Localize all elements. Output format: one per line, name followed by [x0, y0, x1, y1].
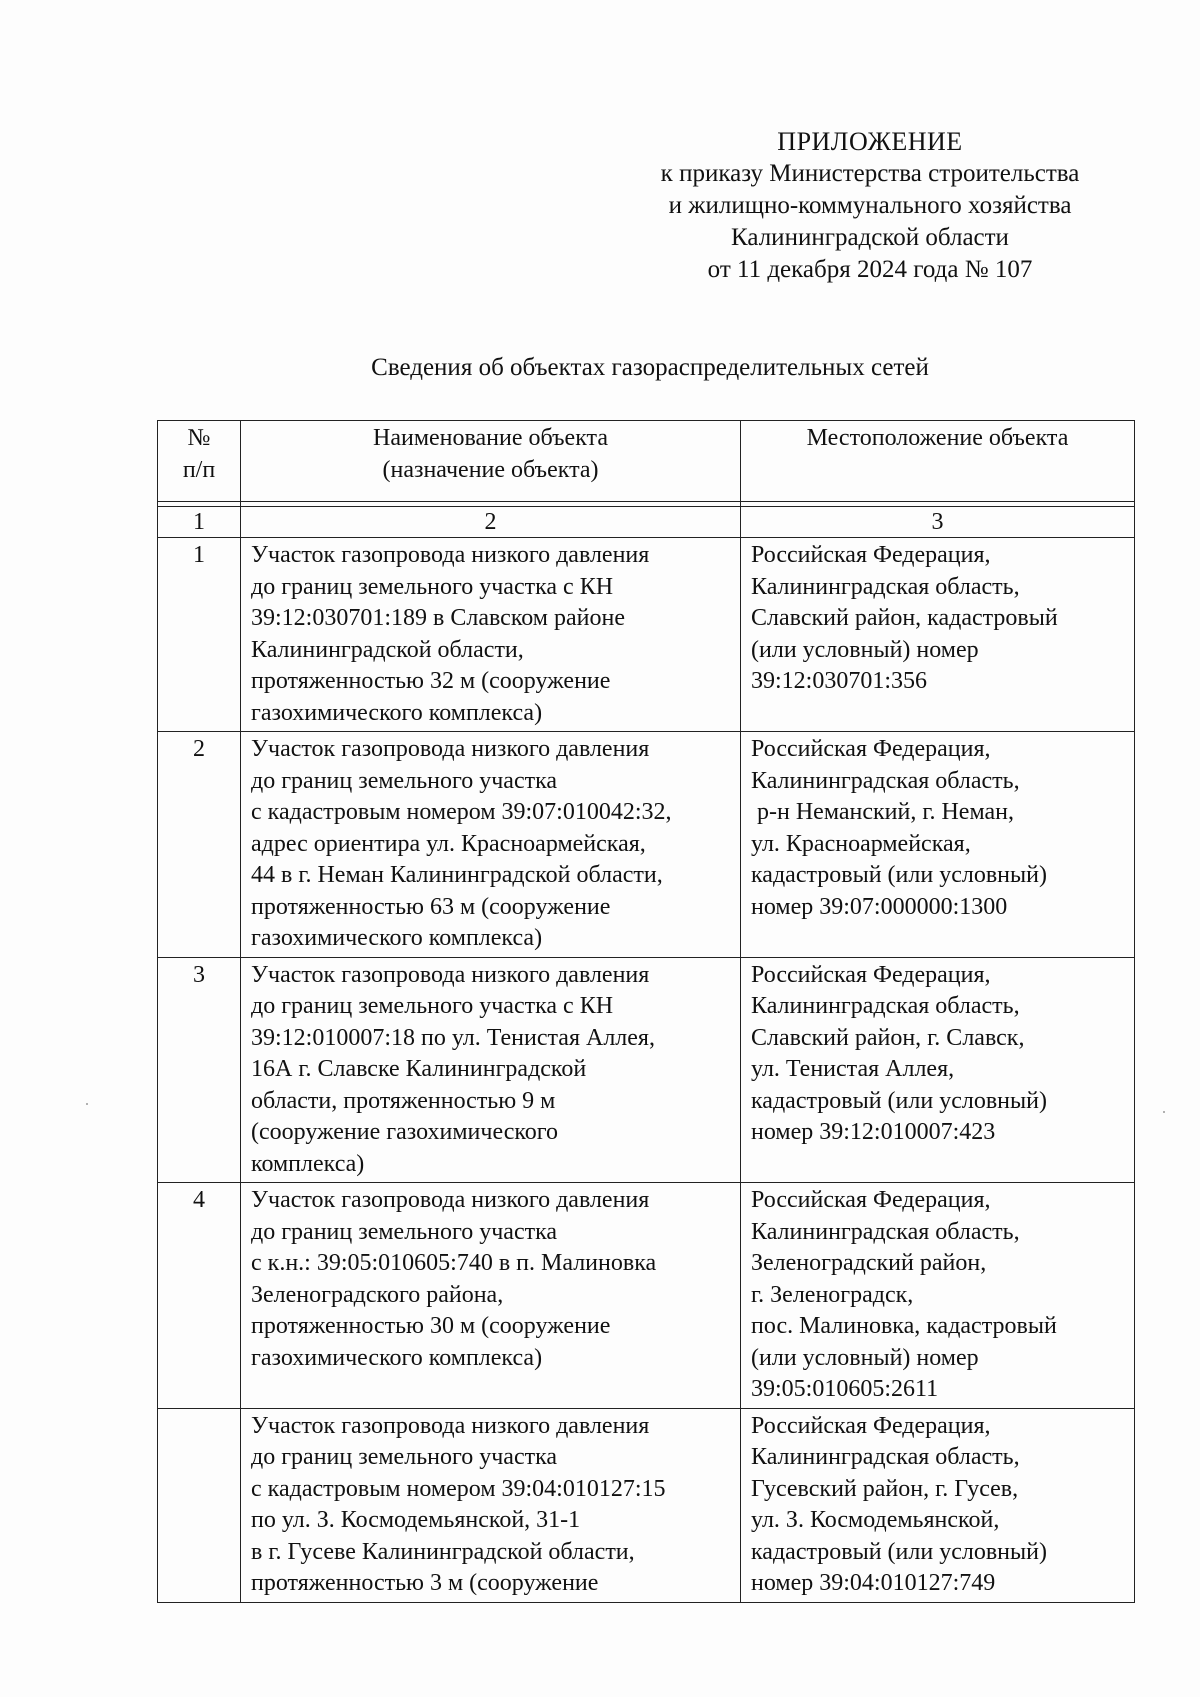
table-header-row	[158, 421, 1135, 502]
row-number: 3	[158, 957, 241, 1183]
object-location-cell: Российская Федерация, Калининградская область, р-н Неманский, г. Неман, ул. Красноармейская, кадастровый (или условный) номер 39:07:000000:1300	[741, 732, 1135, 958]
object-location-cell: Российская Федерация, Калининградская область, Славский район, г. Славск, ул. Тенистая Аллея, кадастровый (или условный) номер 39:12:010007:423	[741, 957, 1135, 1183]
table-row	[158, 1183, 1135, 1409]
gas-network-objects-table	[157, 420, 1135, 1603]
header-object-location: Местоположение объекта	[741, 421, 1135, 502]
row-number	[158, 1408, 241, 1602]
object-name-cell: Участок газопровода низкого давления до границ земельного участка с к.н.: 39:05:010605:740 в п. Малиновка Зеленоградского района, протяженностью 30 м (сооружение газохимического комплекса)	[241, 1183, 741, 1409]
column-number-row	[158, 507, 1135, 538]
scan-speck	[1163, 1111, 1165, 1113]
header-number: № п/п	[158, 421, 241, 502]
header-object-name: Наименование объекта (назначение объекта)	[241, 421, 741, 502]
object-location-cell: Российская Федерация, Калининградская область, Зеленоградский район, г. Зеленоградск, пос. Малиновка, кадастровый (или условный) номер 39:05:010605:2611	[741, 1183, 1135, 1409]
appendix-block	[620, 126, 1120, 286]
object-name-cell: Участок газопровода низкого давления до границ земельного участка с КН 39:12:030701:189 в Славском районе Калининградской области, протяженностью 32 м (сооружение газохимического комплекса)	[241, 538, 741, 732]
appendix-date-line: от 11 декабря 2024 года № 107	[707, 256, 1033, 283]
row-number: 4	[158, 1183, 241, 1409]
object-name-cell: Участок газопровода низкого давления до границ земельного участка с кадастровым номером 39:04:010127:15 по ул. З. Космодемьянской, 31-1 в г. Гусеве Калининградской области, протяженностью 3 м (сооружение	[241, 1408, 741, 1602]
column-number: 2	[241, 507, 741, 538]
document-title: Сведения об объектах газораспределительных сетей	[371, 354, 929, 381]
object-name-cell: Участок газопровода низкого давления до границ земельного участка с КН 39:12:010007:18 по ул. Тенистая Аллея, 16А г. Славске Калининградской области, протяженностью 9 м (сооружение газохимического комплекса)	[241, 957, 741, 1183]
appendix-line: к приказу Министерства строительства	[660, 160, 1080, 187]
scan-speck	[86, 1103, 88, 1105]
table-row	[158, 538, 1135, 732]
appendix-heading: ПРИЛОЖЕНИЕ	[777, 127, 963, 156]
appendix-line: и жилищно-коммунального хозяйства	[668, 192, 1072, 219]
appendix-line: Калининградской области	[731, 224, 1009, 251]
object-location-cell: Российская Федерация, Калининградская область, Гусевский район, г. Гусев, ул. З. Космодемьянской, кадастровый (или условный) номер 39:04:010127:749	[741, 1408, 1135, 1602]
object-name-cell: Участок газопровода низкого давления до границ земельного участка с кадастровым номером 39:07:010042:32, адрес ориентира ул. Красноармейская, 44 в г. Неман Калининградской области, протяженностью 63 м (сооружение газохимического комплекса)	[241, 732, 741, 958]
table-row	[158, 957, 1135, 1183]
table-row	[158, 1408, 1135, 1602]
row-number: 2	[158, 732, 241, 958]
row-number: 1	[158, 538, 241, 732]
table-row	[158, 732, 1135, 958]
column-number: 3	[741, 507, 1135, 538]
column-number: 1	[158, 507, 241, 538]
object-location-cell: Российская Федерация, Калининградская область, Славский район, кадастровый (или условный) номер 39:12:030701:356	[741, 538, 1135, 732]
